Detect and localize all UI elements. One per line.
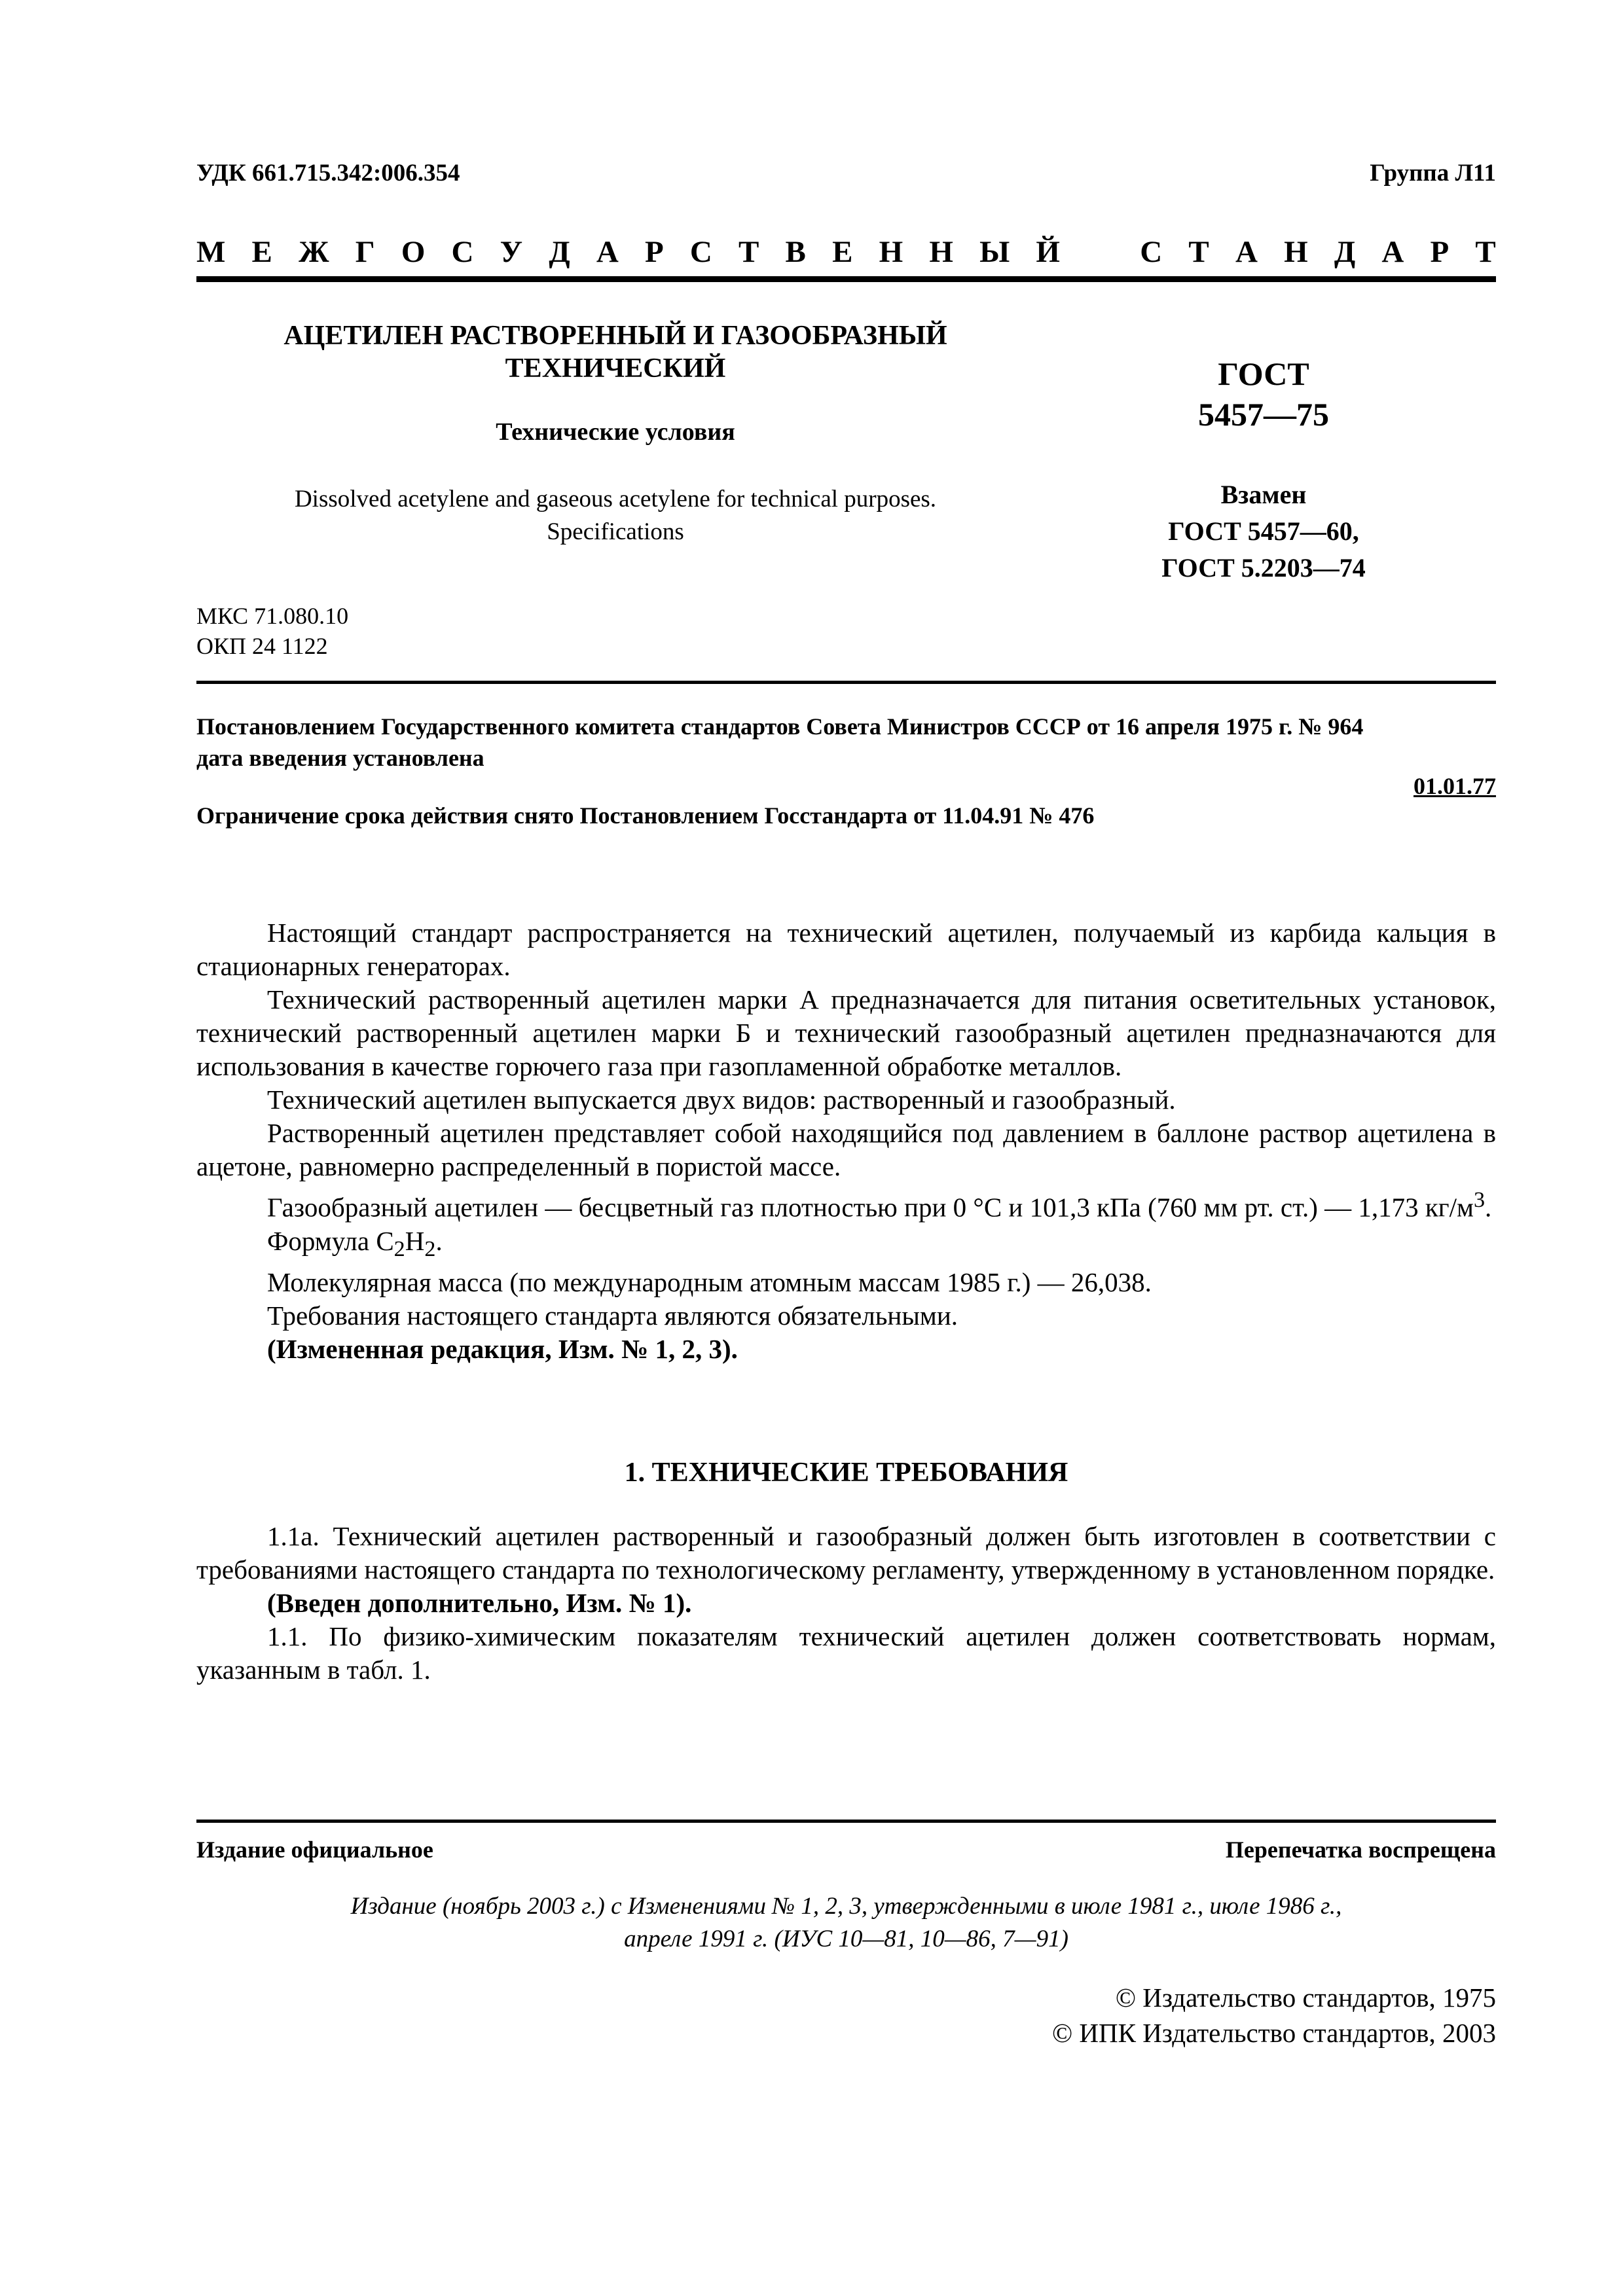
density-exponent: 3 [1473, 1188, 1486, 1212]
udk-code: УДК 661.715.342:006.354 [196, 160, 460, 187]
header-rule [196, 681, 1496, 684]
replaces-item: ГОСТ 5457—60, [1168, 516, 1359, 546]
gost-number: 5457—75 [1198, 396, 1329, 433]
amendment-note: (Измененная редакция, Изм. № 1, 2, 3). [267, 1333, 738, 1364]
limit-removed-text: Ограничение срока действия снято Постановлением Госстандарта от 11.04.91 № 476 [196, 802, 1095, 829]
document-title [196, 319, 1034, 385]
mks-code: МКС 71.080.10 [196, 603, 349, 629]
no-reprint-label: Перепечатка воспрещена [1225, 1837, 1496, 1863]
paragraph: Настоящий стандарт распространяется на технический ацетилен, получаемый из карбида кальция в стационарных генераторах. [196, 918, 1496, 981]
paragraph: Технический ацетилен выпускается двух видов: растворенный и газообразный. [267, 1085, 1176, 1115]
edition-line-2: апреле 1991 г. (ИУС 10—81, 10—86, 7—91) [624, 1926, 1068, 1952]
banner-letter: Й [1036, 235, 1060, 269]
banner-letter: Д [1334, 235, 1356, 269]
banner-letter: Г [355, 235, 375, 269]
english-title-line-1: Dissolved acetylene and gaseous acetylene for technical purposes. [294, 486, 937, 512]
banner-rule [196, 276, 1496, 282]
decree-line-1: Постановлением Государственного комитета стандартов Совета Министров СССР от 16 апреля 1975 г. № 964 [196, 713, 1364, 740]
copyright-block [1052, 1980, 1496, 2051]
banner-letter: А [1381, 235, 1404, 269]
classification-codes [196, 601, 348, 661]
section-heading: 1. ТЕХНИЧЕСКИЕ ТРЕБОВАНИЯ [624, 1458, 1068, 1488]
footer-rule [196, 1820, 1496, 1823]
replaces-label: Взамен [1220, 480, 1307, 509]
banner-letter: Ы [979, 235, 1010, 269]
copyright-line: © ИПК Издательство стандартов, 2003 [1051, 2018, 1496, 2048]
okp-code: ОКП 24 1122 [196, 633, 328, 659]
banner-letter: О [401, 235, 426, 269]
banner-letter: Н [1284, 235, 1308, 269]
gost-label: ГОСТ [1218, 355, 1309, 392]
introduction-body [196, 916, 1496, 1366]
banner-letter: С [1140, 235, 1163, 269]
banner-letter: С [689, 235, 712, 269]
formula-sub: 2 [393, 1236, 405, 1261]
paragraph: 1.1а. Технический ацетилен растворенный и газообразный должен быть изготовлен в соответствии с требованиями настоящего стандарта по технологическому регламенту, утвержденному в установленном порядке. [196, 1521, 1496, 1585]
banner-letter: У [500, 235, 523, 269]
banner-letter: В [785, 235, 806, 269]
paragraph: Растворенный ацетилен представляет собой находящийся под давлением в баллоне раствор ацетилена в ацетоне, равномерно распределенный в пористой массе. [196, 1118, 1496, 1181]
replaces-item: ГОСТ 5.2203—74 [1161, 553, 1366, 583]
banner-letter: С [451, 235, 474, 269]
paragraph: Технический растворенный ацетилен марки А предназначается для питания осветительных установок, технический растворенный ацетилен марки Б и технический газообразный ацетилен предназначаются для использования в качестве горючего газа при газопламенной обработке металлов. [196, 984, 1496, 1081]
formula-sub: 2 [424, 1236, 436, 1261]
banner-letter: А [1235, 235, 1258, 269]
banner-letter: М [196, 235, 226, 269]
decree-text [196, 711, 1496, 774]
paragraph: 1.1. По физико-химическим показателям технический ацетилен должен соответствовать нормам, указанным в табл. 1. [196, 1621, 1496, 1685]
decree-line-2: дата введения установлена [196, 745, 484, 771]
edition-line-1: Издание (ноябрь 2003 г.) с Изменениями № 1, 2, 3, утвержденными в июле 1981 г., июле 1986 г., [350, 1893, 1342, 1920]
banner-letter: Е [251, 235, 272, 269]
standard-banner [196, 234, 1496, 274]
banner-letter: Т [1188, 235, 1209, 269]
edition-note [196, 1890, 1496, 1956]
density-text: Газообразный ацетилен — бесцветный газ плотностью при 0 °С и 101,3 кПа (760 мм рт. ст.) — 1,173 кг/м [267, 1192, 1474, 1223]
formula-h: Н [405, 1225, 425, 1256]
gost-number-block [1100, 353, 1427, 435]
english-title [196, 483, 1034, 548]
document-subtitle: Технические условия [496, 418, 735, 446]
paragraph-formula [196, 1225, 1496, 1266]
formula-end: . [435, 1225, 443, 1256]
paragraph: Молекулярная масса (по международным атомным массам 1985 г.) — 26,038. [267, 1266, 1152, 1297]
amendment-note: (Введен дополнительно, Изм. № 1). [267, 1588, 692, 1618]
section-body [196, 1520, 1496, 1687]
banner-letter: Р [1430, 235, 1450, 269]
banner-letter: Н [879, 235, 903, 269]
paragraph: Требования настоящего стандарта являются обязательными. [267, 1300, 958, 1331]
banner-letter: Р [644, 235, 664, 269]
formula-c: Формула С [267, 1225, 394, 1256]
banner-letter: Д [549, 235, 570, 269]
banner-letter: Ж [299, 235, 329, 269]
banner-letter: А [596, 235, 619, 269]
banner-letter: Т [1475, 235, 1496, 269]
banner-letter: Е [832, 235, 853, 269]
group-code: Группа Л11 [1370, 160, 1496, 187]
banner-gap [1086, 234, 1114, 274]
paragraph-density [196, 1183, 1496, 1225]
density-end: . [1485, 1192, 1492, 1223]
official-edition-label: Издание официальное [196, 1837, 433, 1863]
banner-letter: Т [739, 235, 759, 269]
title-line-2: ТЕХНИЧЕСКИЙ [505, 353, 726, 384]
replaces-block [1100, 476, 1427, 586]
english-title-line-2: Specifications [547, 518, 684, 545]
copyright-line: © Издательство стандартов, 1975 [1115, 1982, 1496, 2013]
title-line-1: АЦЕТИЛЕН РАСТВОРЕННЫЙ И ГАЗООБРАЗНЫЙ [283, 321, 947, 351]
introduction-date: 01.01.77 [1413, 773, 1496, 799]
banner-letter: Н [929, 235, 953, 269]
